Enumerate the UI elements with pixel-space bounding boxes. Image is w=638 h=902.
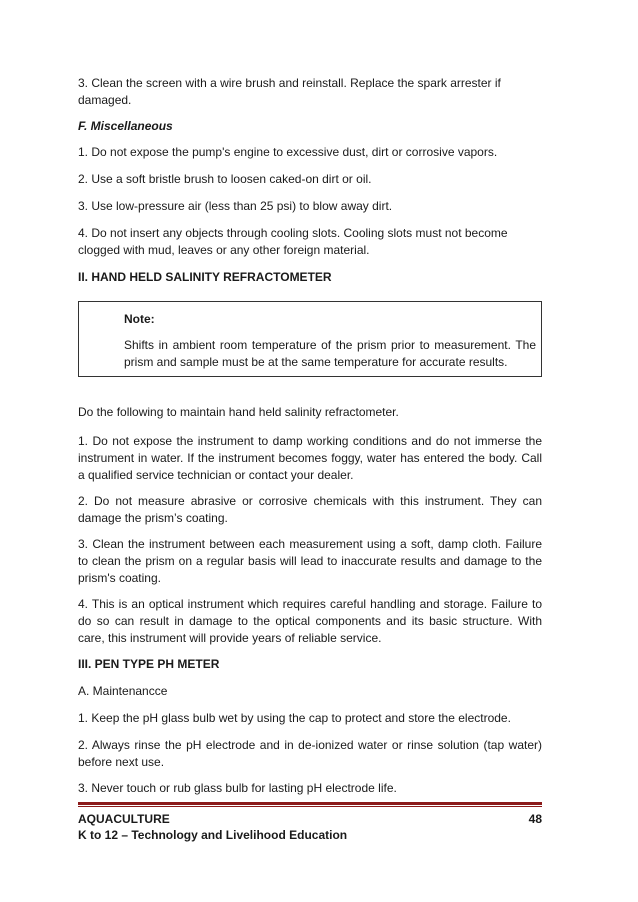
heading-miscellaneous: F. Miscellaneous xyxy=(78,119,173,133)
subheading-maintenance: A. Maintenancce xyxy=(78,684,168,698)
paragraph-spark-arrester: 3. Clean the screen with a wire brush and reinstall. Replace the spark arrester if damaged. xyxy=(78,76,501,107)
heading-refractometer: II. HAND HELD SALINITY REFRACTOMETER xyxy=(78,270,332,284)
page-number: 48 xyxy=(528,812,542,826)
misc-item-1: 1. Do not expose the pump's engine to excessive dust, dirt or corrosive vapors. xyxy=(78,145,498,159)
misc-item-2: 2. Use a soft bristle brush to loosen caked-on dirt or oil. xyxy=(78,172,372,186)
note-text: Shifts in ambient room temperature of the prism prior to measurement. The prism and sample must be at the same temperature for accurate results. xyxy=(124,338,536,369)
footer-subtitle: K to 12 – Technology and Livelihood Education xyxy=(78,828,348,842)
refractometer-item-3: 3. Clean the instrument between each measurement using a soft, damp cloth. Failure to clean the prism on a regular basis will lead to inaccurate results and damage to the prism's coating. xyxy=(78,537,542,585)
ph-item-2: 2. Always rinse the pH electrode and in de-ionized water or rinse solution (tap water) before next use. xyxy=(78,738,542,769)
note-box xyxy=(78,301,542,377)
refractometer-intro: Do the following to maintain hand held salinity refractometer. xyxy=(78,405,399,419)
note-label: Note: xyxy=(124,312,155,326)
refractometer-item-4: 4. This is an optical instrument which requires careful handling and storage. Failure to do so can result in damage to the optical components and its basic structure. With care, this instrument will provide years of reliable service. xyxy=(78,597,542,645)
footer-title: AQUACULTURE xyxy=(78,812,170,826)
refractometer-item-2: 2. Do not measure abrasive or corrosive chemicals with this instrument. They can damage the prism’s coating. xyxy=(78,494,542,525)
heading-ph-meter: III. PEN TYPE PH METER xyxy=(78,657,220,671)
ph-item-1: 1. Keep the pH glass bulb wet by using the cap to protect and store the electrode. xyxy=(78,711,511,725)
refractometer-section xyxy=(78,404,542,797)
ph-item-3: 3. Never touch or rub glass bulb for lasting pH electrode life. xyxy=(78,781,397,795)
top-section xyxy=(78,75,542,286)
footer-rule-thick xyxy=(78,802,542,805)
misc-item-3: 3. Use low-pressure air (less than 25 psi) to blow away dirt. xyxy=(78,199,393,213)
misc-item-4: 4. Do not insert any objects through cooling slots. Cooling slots must not become clogged with mud, leaves or any other foreign material. xyxy=(78,226,508,257)
page-footer xyxy=(78,811,542,843)
refractometer-item-1: 1. Do not expose the instrument to damp working conditions and do not immerse the instrument in water. If the instrument becomes foggy, water has entered the body. Call a qualified service technician or contact your dealer. xyxy=(78,434,542,482)
footer-rule-thin xyxy=(78,806,542,807)
